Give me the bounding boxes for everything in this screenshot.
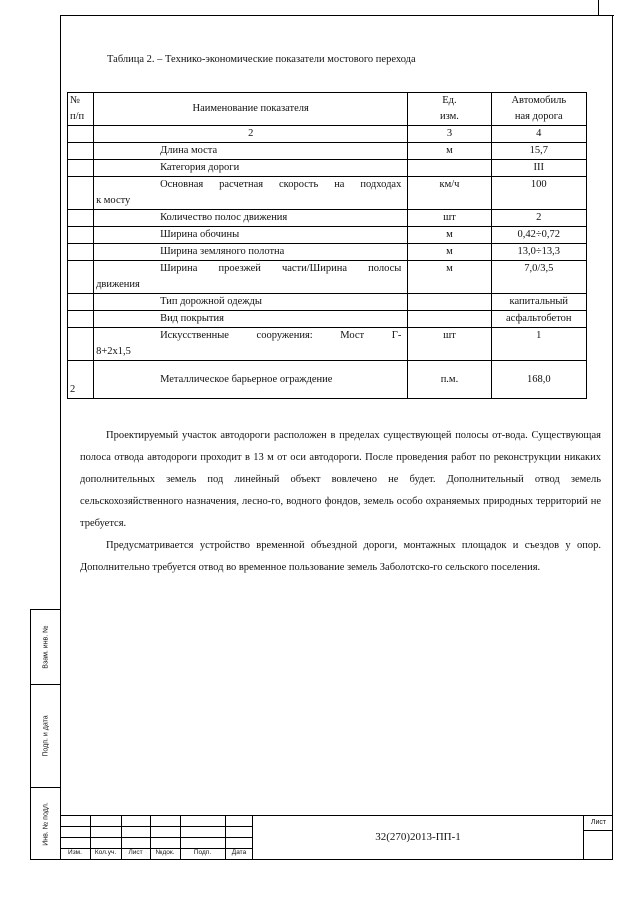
row-name (94, 177, 408, 210)
side-stamp-strip (30, 609, 60, 860)
row-num (68, 328, 94, 361)
row-num (68, 311, 94, 328)
row-unit: м (408, 244, 491, 261)
document-code: 32(270)2013-ПП-1 (375, 831, 461, 843)
row-name-line1: Искусственные сооружения: Мост Г- (160, 330, 402, 341)
stamp-revision-grid (60, 815, 253, 860)
paragraph-temporary-road: Предусматривается устройство временной объездной дороги, монтажных площадок и съездов у опор. Дополнительно требуется отвод во временное пользование земель Заболотско-го сельского поселения. (80, 540, 601, 573)
table-row (68, 311, 587, 328)
row-num (68, 160, 94, 177)
table-row (68, 227, 587, 244)
table-row (68, 261, 587, 294)
numbering-cell-name: 2 (94, 126, 408, 143)
numbering-cell-empty (68, 126, 94, 143)
header-name: Наименование показателя (94, 93, 408, 126)
header-num-line1: № (70, 95, 81, 106)
side-label-sign-date: Подп. и дата (42, 715, 49, 757)
row-unit: м (408, 143, 491, 160)
row-name: Металлическое барьерное ограждение (94, 361, 408, 399)
row-value: 168,0 (491, 361, 586, 399)
numbering-cell-value: 4 (491, 126, 586, 143)
row-num (68, 294, 94, 311)
row-name: Вид покрытия (94, 311, 408, 328)
stamp-col-change: Изм. (68, 849, 82, 856)
row-value: 1 (491, 328, 586, 361)
numbering-cell-unit: 3 (408, 126, 491, 143)
row-unit: м (408, 227, 491, 244)
side-cell-replace-inv (31, 610, 60, 685)
header-unit-line2: изм. (440, 111, 459, 122)
row-num (68, 210, 94, 227)
stamp-col-doc: №док. (155, 849, 175, 856)
header-value-line1: Автомобиль (511, 95, 567, 106)
table-row (68, 177, 587, 210)
header-num-line2: п/п (70, 111, 85, 122)
row-name: Категория дороги (94, 160, 408, 177)
row-name (94, 328, 408, 361)
row-name: Тип дорожной одежды (94, 294, 408, 311)
row-unit (408, 294, 491, 311)
header-unit-line1: Ед. (442, 95, 457, 106)
sheet-label: Лист (590, 819, 607, 826)
row-name-line1: Ширина проезжей части/Ширина полосы (160, 263, 402, 274)
body-text (80, 425, 601, 579)
numbering-row (68, 126, 587, 143)
row-name: Длина моста (94, 143, 408, 160)
header-value-line2: ная дорога (514, 111, 563, 122)
side-label-orig-inv: Инв. № подл. (42, 802, 49, 846)
row-value: III (491, 160, 586, 177)
row-unit (408, 311, 491, 328)
row-num: 2 (68, 361, 94, 399)
stamp-col-sheet: Лист (128, 849, 143, 856)
row-value: 2 (491, 210, 586, 227)
stamp-col-date: Дата (231, 849, 247, 856)
row-name-line1: Основная расчетная скорость на подходах (160, 179, 402, 190)
frame-corner-tick (598, 0, 599, 16)
row-name-line2: к мосту (96, 195, 131, 206)
row-unit: м (408, 261, 491, 294)
title-block-stamp (60, 815, 613, 860)
table-row (68, 210, 587, 227)
row-unit: км/ч (408, 177, 491, 210)
row-value: 0,42÷0,72 (491, 227, 586, 244)
table-row (68, 361, 587, 399)
tech-indicators-table (67, 92, 587, 399)
row-num (68, 177, 94, 210)
row-name: Ширина обочины (94, 227, 408, 244)
row-unit (408, 160, 491, 177)
row-name: Количество полос движения (94, 210, 408, 227)
table-caption: Таблица 2. – Технико-экономические показатели мостового перехода (107, 54, 416, 65)
row-name-line2: 8+2х1,5 (96, 346, 131, 357)
stamp-col-count: Кол.уч. (94, 849, 117, 856)
row-num (68, 143, 94, 160)
row-unit: шт (408, 328, 491, 361)
header-unit (408, 93, 491, 126)
paragraph-land-allotment: Проектируемый участок автодороги расположен в пределах существующей полосы от-вода. Существующая полоса отвода автодороги проходит в 13 м от оси автодороги. После проведения работ по реконструкции никаких дополнительных земель под линейный объект вовлечено не будет. Дополнительный отвод земель сельскохозяйственного назначения, лесно-го, водного фондов, земель особо охраняемых природных территорий не требуется. (80, 430, 601, 529)
row-unit: шт (408, 210, 491, 227)
row-name (94, 261, 408, 294)
row-value: 7,0/3,5 (491, 261, 586, 294)
table-header-row (68, 93, 587, 126)
side-cell-sign-date (31, 685, 60, 788)
table-row (68, 328, 587, 361)
table-row (68, 143, 587, 160)
row-value: 15,7 (491, 143, 586, 160)
stamp-sheet-cell (583, 815, 613, 860)
table-row (68, 294, 587, 311)
table-row (68, 244, 587, 261)
row-num (68, 244, 94, 261)
row-name-line2: движения (96, 279, 140, 290)
row-name: Ширина земляного полотна (94, 244, 408, 261)
row-value: асфальтобетон (491, 311, 586, 328)
row-num (68, 261, 94, 294)
stamp-col-sign: Подп. (193, 849, 212, 856)
row-value: капитальный (491, 294, 586, 311)
header-value (491, 93, 586, 126)
stamp-sheet-divider (584, 830, 613, 831)
header-num (68, 93, 94, 126)
table-row (68, 160, 587, 177)
row-value: 100 (491, 177, 586, 210)
side-cell-orig-inv (31, 788, 60, 860)
row-num (68, 227, 94, 244)
row-value: 13,0÷13,3 (491, 244, 586, 261)
row-unit: п.м. (408, 361, 491, 399)
side-label-replace-inv: Взам. инв. № (42, 625, 49, 669)
